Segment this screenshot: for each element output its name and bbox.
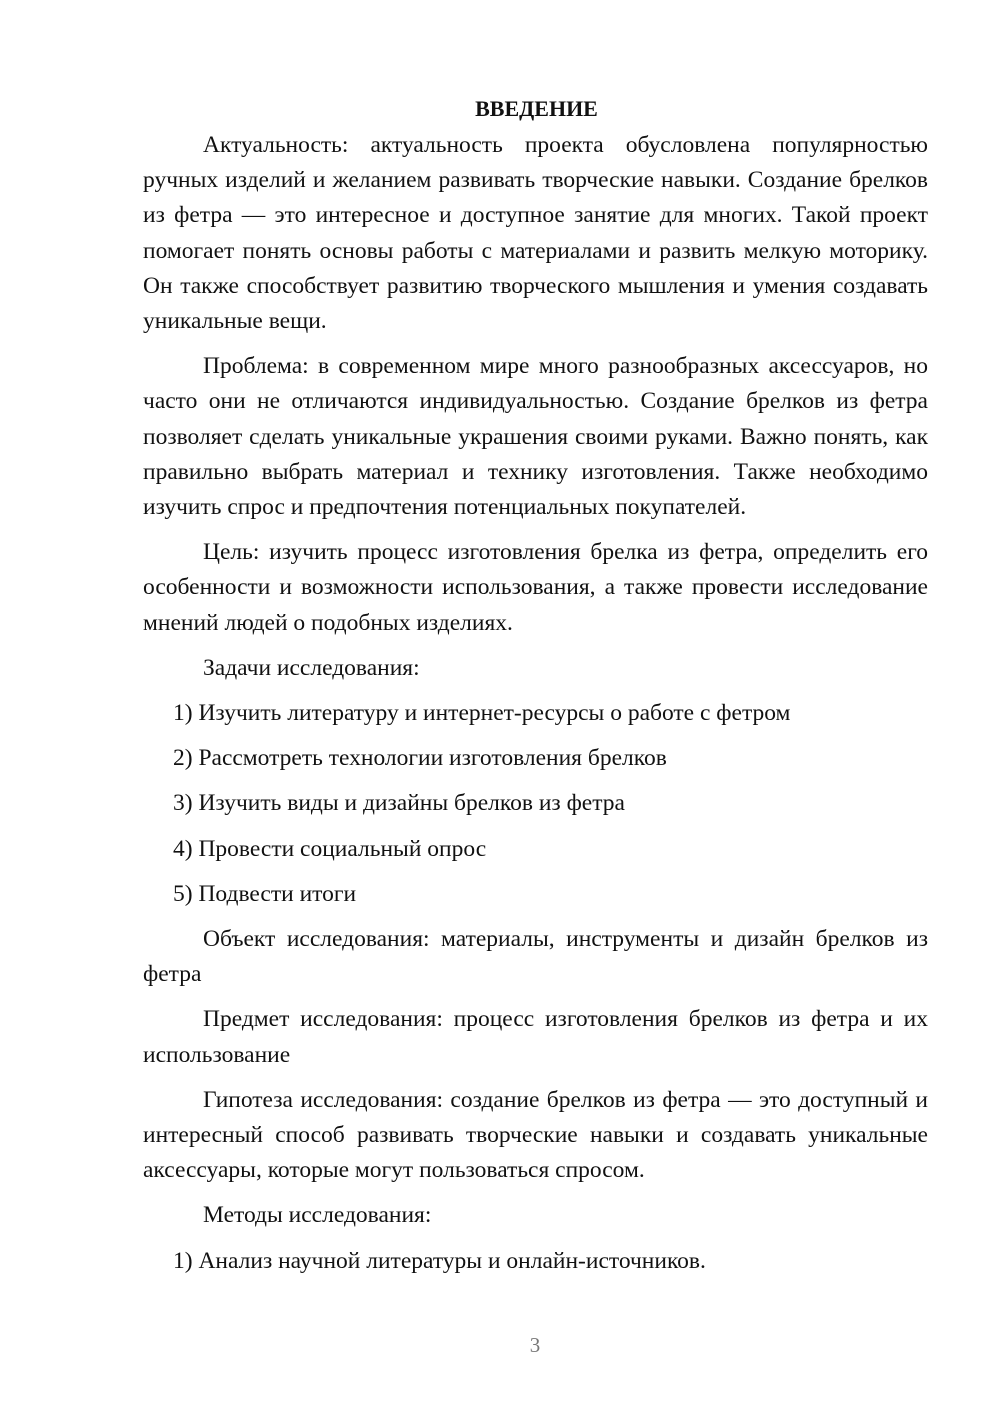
tasks-list — [143, 696, 928, 912]
list-item: 3) Изучить виды и дизайны брелков из фетра — [173, 790, 625, 817]
problem-paragraph: Проблема: в современном мире много разнообразных аксессуаров, но часто они не отличаются индивидуальностью. Создание брелков из фетра позволяет сделать уникальные украшения своими руками. Важно понять, как правильно выбрать материал и технику изготовления. Также необходимо изучить спрос и предпочтения потенциальных покупателей. — [143, 353, 928, 521]
page-body — [143, 91, 928, 1289]
tasks-title: Задачи исследования: — [203, 654, 420, 681]
list-item: 4) Провести социальный опрос — [173, 835, 487, 862]
methods-list — [143, 1244, 928, 1279]
list-item: 2) Рассмотреть технологии изготовления брелков — [173, 745, 667, 772]
section-heading: ВВЕДЕНИЕ — [475, 96, 598, 121]
subject-paragraph: Предмет исследования: процесс изготовления брелков из фетра и их использование — [143, 1006, 928, 1068]
list-item: 1) Изучить литературу и интернет-ресурсы о работе с фетром — [173, 700, 791, 727]
relevance-paragraph: Актуальность: актуальность проекта обусловлена популярностью ручных изделий и желанием развивать творческие навыки. Создание брелков из фетра — это интересное и доступное занятие для многих. Такой проект помогает понять основы работы с материалами и развить мелкую моторику. Он также способствует развитию творческого мышления и умения создавать уникальные вещи. — [143, 132, 928, 335]
goal-paragraph: Цель: изучить процесс изготовления брелка из фетра, определить его особенности и возможности использования, а также провести исследование мнений людей о подобных изделиях. — [143, 539, 928, 636]
list-item: 1) Анализ научной литературы и онлайн-источников. — [173, 1247, 706, 1274]
list-item: 5) Подвести итоги — [173, 880, 357, 907]
hypothesis-paragraph: Гипотеза исследования: создание брелков из фетра — это доступный и интересный способ развивать творческие навыки и создавать уникальные аксессуары, которые могут пользоваться спросом. — [143, 1086, 928, 1184]
page-number: 3 — [529, 1333, 541, 1357]
methods-title: Методы исследования: — [203, 1202, 432, 1229]
object-paragraph: Объект исследования: материалы, инструменты и дизайн брелков из фетра — [143, 926, 928, 988]
